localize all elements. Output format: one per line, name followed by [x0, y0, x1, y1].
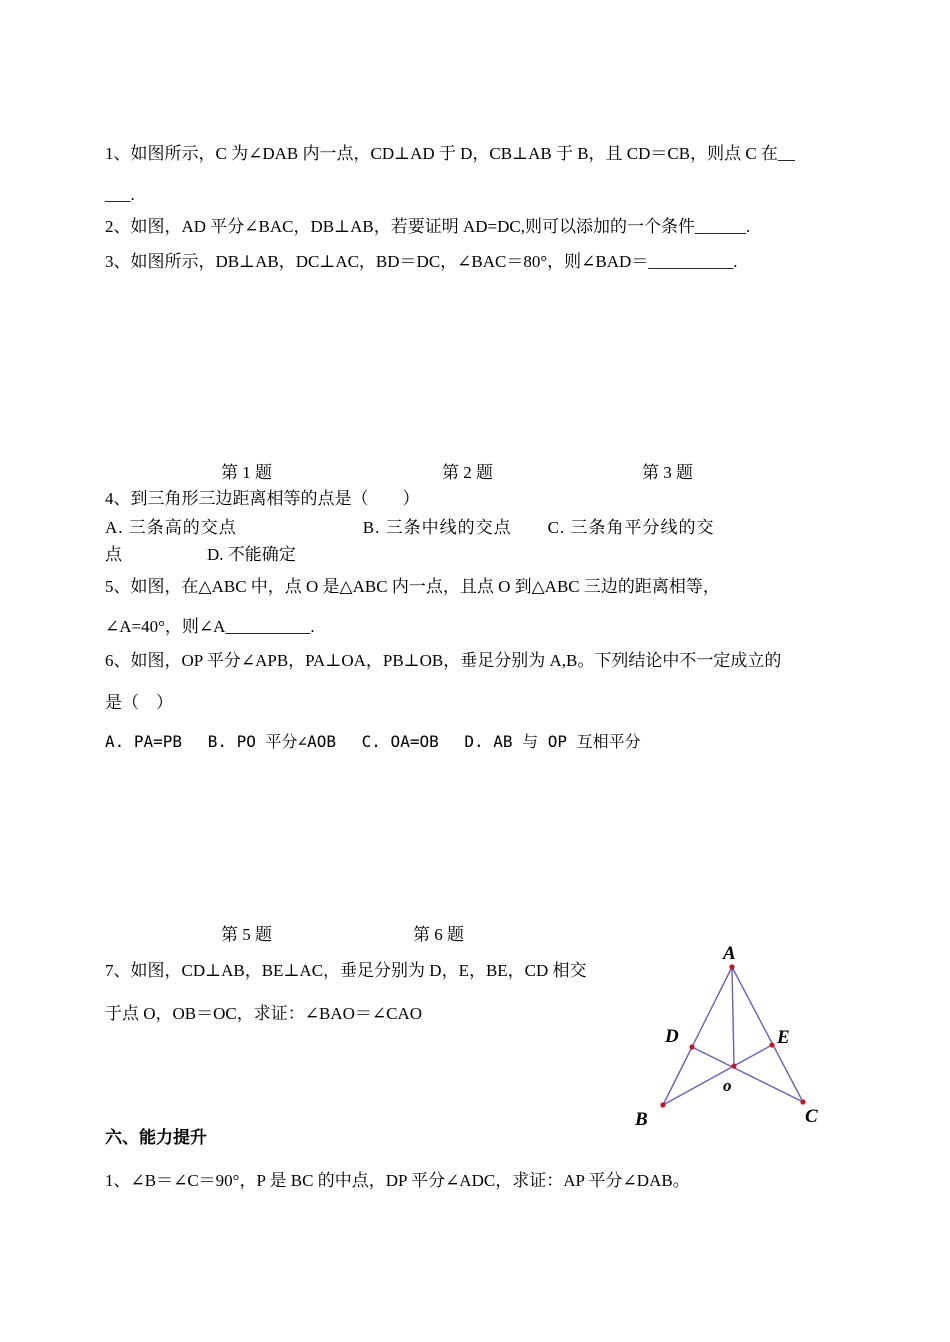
question-5-line-2: ∠A=40°，则∠A__________. [105, 617, 315, 636]
label-B: B [635, 1109, 648, 1130]
question-5-line-1: 5、如图，在△ABC 中，点 O 是△ABC 内一点，且点 O 到△ABC 三边的距离相等， [105, 577, 720, 596]
question-3: 3、如图所示，DB⊥AB，DC⊥AC，BD＝DC，∠BAC＝80°，则∠BAD＝__________. [105, 252, 738, 271]
question-4: 4、到三角形三边距离相等的点是（ ） [105, 489, 420, 508]
question-2: 2、如图，AD 平分∠BAC，DB⊥AB，若要证明 AD=DC,则可以添加的一个条件______. [105, 217, 751, 236]
question-6-line-2: 是（ ） [105, 693, 173, 712]
question-6-line-1: 6、如图，OP 平分∠APB，PA⊥OA，PB⊥OB，垂足分别为 A,B。下列结论中不一定成立的 [105, 651, 782, 670]
question-6-options: A. PA=PB B. PO 平分∠AOB C. OA=OB D. AB 与 OP 互相平分 [105, 732, 641, 751]
triangle-figure [620, 935, 840, 1135]
caption-q6: 第 6 题 [413, 925, 464, 944]
question-7-line-1: 7、如图，CD⊥AB，BE⊥AC，垂足分别为 D，E，BE，CD 相交 [105, 961, 587, 980]
section-title: 六、能力提升 [105, 1128, 207, 1148]
question-1-line-1: 1、如图所示，C 为∠DAB 内一点，CD⊥AD 于 D，CB⊥AB 于 B，且 CD＝CB，则点 C 在__ [105, 144, 795, 163]
label-A: A [723, 943, 736, 964]
label-C: C [805, 1106, 818, 1127]
question-4-options-line-1: A. 三条高的交点 B. 三条中线的交点 C. 三条角平分线的交 [105, 518, 715, 537]
section-question-1: 1、∠B＝∠C＝90°，P 是 BC 的中点，DP 平分∠ADC，求证：AP 平分∠DAB。 [105, 1171, 690, 1190]
question-1-line-2: ___. [105, 185, 135, 204]
label-D: D [665, 1026, 679, 1047]
caption-q5: 第 5 题 [221, 925, 272, 944]
caption-q3: 第 3 题 [642, 463, 693, 482]
label-O: o [723, 1076, 732, 1095]
question-4-options-line-2: 点 D. 不能确定 [105, 545, 296, 564]
label-E: E [777, 1027, 790, 1048]
caption-q1: 第 1 题 [221, 463, 272, 482]
question-7-line-2: 于点 O，OB＝OC，求证：∠BAO＝∠CAO [105, 1004, 423, 1023]
caption-q2: 第 2 题 [442, 463, 493, 482]
